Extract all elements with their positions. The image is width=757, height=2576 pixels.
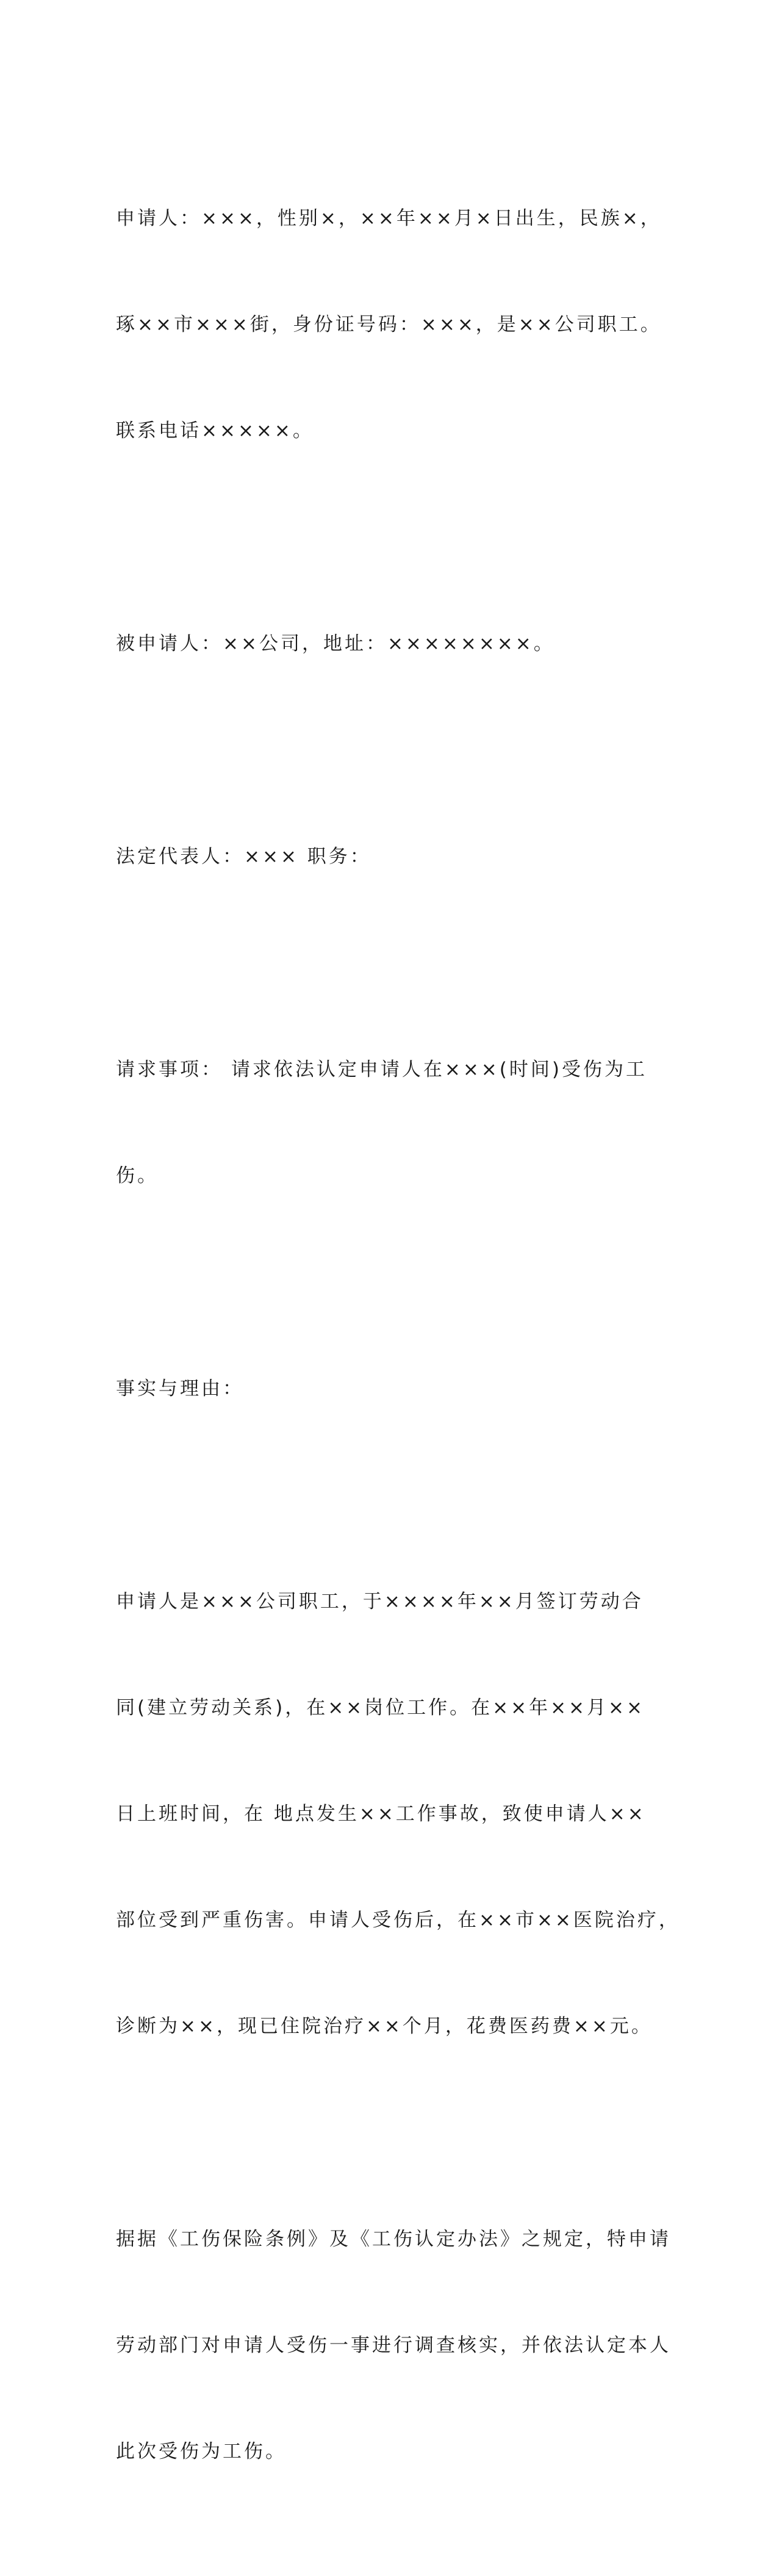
facts-paragraph: [116, 1513, 680, 2115]
legal-representative-paragraph: [116, 768, 665, 945]
applicant-paragraph: [116, 130, 665, 519]
facts-heading: [116, 1300, 665, 1477]
legal-basis-paragraph: [116, 2151, 671, 2540]
text-line: 据据《工伤保险条例》及《工伤认定办法》之规定，特申请: [116, 2228, 671, 2250]
request-paragraph: [116, 981, 665, 1264]
text-line: 伤。: [116, 1165, 159, 1187]
text-line: 联系电话×××××。: [116, 420, 314, 442]
text-line: 琢××市×××街，身份证号码：×××，是××公司职工。: [116, 314, 662, 336]
text-line: 事实与理由：: [116, 1378, 244, 1400]
text-line: 申请人是×××公司职工，于××××年××月签订劳动合: [116, 1591, 644, 1613]
document-body: [116, 130, 680, 2576]
text-line: 被申请人：××公司，地址：××××××××。: [116, 633, 555, 655]
text-line: 部位受到严重伤害。申请人受伤后，在××市××医院治疗，: [116, 1909, 680, 1931]
text-line: 请求事项： 请求依法认定申请人在×××(时间)受伤为工: [116, 1059, 647, 1081]
text-line: 劳动部门对申请人受伤一事进行调查核实，并依法认定本人: [116, 2334, 671, 2356]
text-line: 申请人：×××，性别×，××年××月×日出生，民族×，: [116, 207, 662, 229]
respondent-paragraph: [116, 555, 665, 732]
text-line: 法定代表人：××× 职务：: [116, 846, 371, 868]
text-line: 诊断为××，现已住院治疗××个月，花费医药费××元。: [116, 2015, 653, 2037]
text-line: 同(建立劳动关系)，在××岗位工作。在××年××月××: [116, 1697, 645, 1719]
text-line: 此次受伤为工伤。: [116, 2441, 287, 2463]
text-line: 日上班时间，在 地点发生××工作事故，致使申请人××: [116, 1803, 646, 1825]
